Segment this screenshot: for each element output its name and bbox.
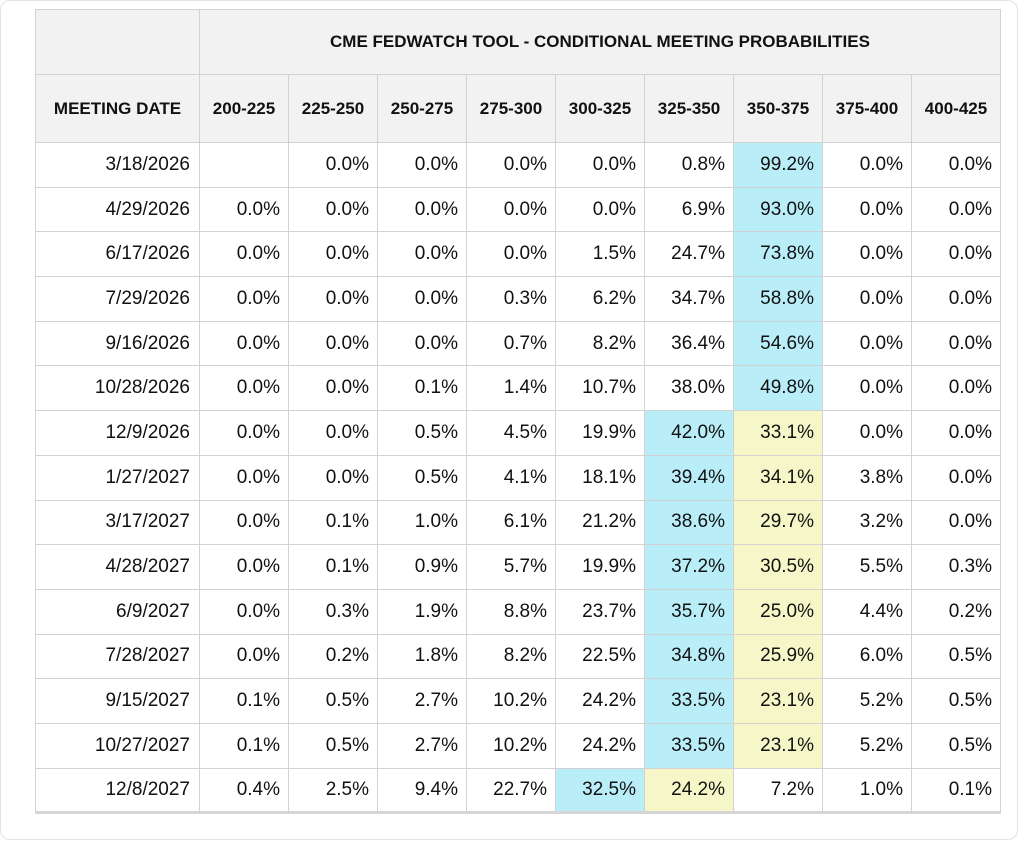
probability-table bbox=[35, 9, 1001, 814]
probability-cell: 0.9% bbox=[378, 545, 467, 590]
probability-cell: 1.0% bbox=[823, 768, 912, 813]
probability-cell: 0.0% bbox=[823, 366, 912, 411]
probability-cell: 37.2% bbox=[645, 545, 734, 590]
probability-cell: 0.5% bbox=[289, 679, 378, 724]
probability-cell: 6.9% bbox=[645, 187, 734, 232]
probability-cell: 0.0% bbox=[378, 143, 467, 188]
probability-cell: 33.5% bbox=[645, 679, 734, 724]
probability-cell: 8.8% bbox=[467, 589, 556, 634]
probability-cell: 4.4% bbox=[823, 589, 912, 634]
probability-cell: 0.5% bbox=[912, 723, 1001, 768]
meeting-date-cell: 9/15/2027 bbox=[36, 679, 200, 724]
probability-cell: 0.0% bbox=[912, 411, 1001, 456]
table-row bbox=[36, 277, 1001, 322]
probability-cell: 0.7% bbox=[467, 321, 556, 366]
table-title: CME FEDWATCH TOOL - CONDITIONAL MEETING PROBABILITIES bbox=[200, 10, 1001, 75]
probability-cell: 35.7% bbox=[645, 589, 734, 634]
probability-cell: 32.5% bbox=[556, 768, 645, 813]
rate-range-header: 250-275 bbox=[378, 75, 467, 143]
probability-cell: 0.1% bbox=[289, 545, 378, 590]
probability-cell: 0.3% bbox=[912, 545, 1001, 590]
probability-cell: 0.0% bbox=[289, 411, 378, 456]
probability-cell: 0.0% bbox=[378, 277, 467, 322]
probability-cell: 19.9% bbox=[556, 545, 645, 590]
meeting-date-cell: 3/18/2026 bbox=[36, 143, 200, 188]
probability-cell: 1.8% bbox=[378, 634, 467, 679]
probability-cell: 8.2% bbox=[556, 321, 645, 366]
probability-cell: 23.1% bbox=[734, 723, 823, 768]
probability-cell: 6.1% bbox=[467, 500, 556, 545]
probability-cell: 0.0% bbox=[200, 366, 289, 411]
table-row bbox=[36, 321, 1001, 366]
probability-cell: 0.2% bbox=[289, 634, 378, 679]
probability-cell: 0.0% bbox=[556, 187, 645, 232]
probability-cell: 0.0% bbox=[200, 232, 289, 277]
probability-cell: 0.0% bbox=[200, 545, 289, 590]
probability-cell: 22.7% bbox=[467, 768, 556, 813]
probability-cell: 5.2% bbox=[823, 679, 912, 724]
probability-cell: 5.2% bbox=[823, 723, 912, 768]
table-row bbox=[36, 589, 1001, 634]
probability-cell: 5.7% bbox=[467, 545, 556, 590]
probability-cell: 0.5% bbox=[378, 455, 467, 500]
meeting-date-cell: 6/17/2026 bbox=[36, 232, 200, 277]
table-row bbox=[36, 723, 1001, 768]
probability-cell: 34.8% bbox=[645, 634, 734, 679]
probability-cell: 8.2% bbox=[467, 634, 556, 679]
probability-cell: 4.5% bbox=[467, 411, 556, 456]
probability-cell: 0.0% bbox=[200, 589, 289, 634]
probability-cell: 7.2% bbox=[734, 768, 823, 813]
probability-cell: 0.0% bbox=[467, 232, 556, 277]
table-row bbox=[36, 545, 1001, 590]
probability-cell: 0.5% bbox=[289, 723, 378, 768]
probability-cell: 23.7% bbox=[556, 589, 645, 634]
probability-cell: 0.2% bbox=[912, 589, 1001, 634]
probability-cell: 25.9% bbox=[734, 634, 823, 679]
probability-cell: 6.2% bbox=[556, 277, 645, 322]
probability-cell: 0.0% bbox=[378, 321, 467, 366]
probability-cell: 5.5% bbox=[823, 545, 912, 590]
table-row bbox=[36, 768, 1001, 813]
probability-cell: 0.0% bbox=[823, 321, 912, 366]
rate-range-header: 325-350 bbox=[645, 75, 734, 143]
probability-cell: 1.0% bbox=[378, 500, 467, 545]
meeting-date-cell: 7/29/2026 bbox=[36, 277, 200, 322]
table-body bbox=[36, 143, 1001, 814]
probability-cell: 54.6% bbox=[734, 321, 823, 366]
probability-cell: 0.0% bbox=[556, 143, 645, 188]
probability-cell: 38.0% bbox=[645, 366, 734, 411]
probability-cell: 49.8% bbox=[734, 366, 823, 411]
probability-cell: 0.1% bbox=[378, 366, 467, 411]
probability-cell: 0.0% bbox=[823, 232, 912, 277]
probability-cell: 42.0% bbox=[645, 411, 734, 456]
probability-cell: 33.1% bbox=[734, 411, 823, 456]
probability-cell: 0.0% bbox=[289, 143, 378, 188]
probability-cell: 6.0% bbox=[823, 634, 912, 679]
probability-cell: 18.1% bbox=[556, 455, 645, 500]
probability-cell: 0.0% bbox=[200, 455, 289, 500]
probability-cell: 0.0% bbox=[823, 411, 912, 456]
probability-cell: 0.1% bbox=[289, 500, 378, 545]
probability-cell: 0.0% bbox=[912, 187, 1001, 232]
probability-cell: 0.0% bbox=[823, 277, 912, 322]
rate-range-header: 400-425 bbox=[912, 75, 1001, 143]
probability-cell: 10.2% bbox=[467, 679, 556, 724]
probability-cell: 0.0% bbox=[200, 321, 289, 366]
probability-cell: 33.5% bbox=[645, 723, 734, 768]
probability-cell: 93.0% bbox=[734, 187, 823, 232]
probability-cell: 0.5% bbox=[912, 679, 1001, 724]
meeting-date-cell: 1/27/2027 bbox=[36, 455, 200, 500]
probability-cell: 0.0% bbox=[200, 277, 289, 322]
table-row bbox=[36, 455, 1001, 500]
probability-cell: 0.0% bbox=[467, 143, 556, 188]
probability-cell: 0.3% bbox=[289, 589, 378, 634]
probability-cell: 22.5% bbox=[556, 634, 645, 679]
probability-cell: 10.2% bbox=[467, 723, 556, 768]
rate-range-header: 350-375 bbox=[734, 75, 823, 143]
probability-cell: 58.8% bbox=[734, 277, 823, 322]
probability-cell: 24.2% bbox=[645, 768, 734, 813]
probability-cell: 9.4% bbox=[378, 768, 467, 813]
probability-cell: 24.2% bbox=[556, 723, 645, 768]
meeting-date-cell: 4/28/2027 bbox=[36, 545, 200, 590]
rate-range-header: 200-225 bbox=[200, 75, 289, 143]
probability-cell: 3.2% bbox=[823, 500, 912, 545]
probability-cell: 39.4% bbox=[645, 455, 734, 500]
probability-cell: 25.0% bbox=[734, 589, 823, 634]
probability-cell: 0.1% bbox=[912, 768, 1001, 813]
probability-cell: 0.0% bbox=[289, 277, 378, 322]
rate-range-header: 275-300 bbox=[467, 75, 556, 143]
probability-cell: 34.1% bbox=[734, 455, 823, 500]
table-row bbox=[36, 187, 1001, 232]
probability-cell: 3.8% bbox=[823, 455, 912, 500]
probability-cell bbox=[200, 143, 289, 188]
probability-cell: 0.0% bbox=[912, 277, 1001, 322]
probability-cell: 2.7% bbox=[378, 679, 467, 724]
probability-cell: 0.5% bbox=[912, 634, 1001, 679]
probability-cell: 19.9% bbox=[556, 411, 645, 456]
probability-cell: 0.8% bbox=[645, 143, 734, 188]
probability-cell: 0.5% bbox=[378, 411, 467, 456]
probability-cell: 0.0% bbox=[378, 232, 467, 277]
probability-cell: 0.0% bbox=[289, 187, 378, 232]
rate-range-header: 300-325 bbox=[556, 75, 645, 143]
probability-cell: 24.7% bbox=[645, 232, 734, 277]
meeting-date-cell: 12/8/2027 bbox=[36, 768, 200, 813]
probability-cell: 4.1% bbox=[467, 455, 556, 500]
table-row bbox=[36, 232, 1001, 277]
probability-cell: 29.7% bbox=[734, 500, 823, 545]
probability-cell: 1.5% bbox=[556, 232, 645, 277]
probability-cell: 73.8% bbox=[734, 232, 823, 277]
meeting-date-cell: 6/9/2027 bbox=[36, 589, 200, 634]
meeting-date-cell: 4/29/2026 bbox=[36, 187, 200, 232]
probability-cell: 0.0% bbox=[912, 366, 1001, 411]
meeting-date-cell: 7/28/2027 bbox=[36, 634, 200, 679]
probability-cell: 24.2% bbox=[556, 679, 645, 724]
probability-cell: 0.0% bbox=[378, 187, 467, 232]
probability-cell: 1.4% bbox=[467, 366, 556, 411]
table-row bbox=[36, 679, 1001, 724]
probability-cell: 10.7% bbox=[556, 366, 645, 411]
table-row bbox=[36, 634, 1001, 679]
table-row bbox=[36, 143, 1001, 188]
table-row bbox=[36, 366, 1001, 411]
probability-cell: 0.0% bbox=[912, 455, 1001, 500]
probability-cell: 0.0% bbox=[912, 500, 1001, 545]
meeting-date-cell: 10/28/2026 bbox=[36, 366, 200, 411]
probability-cell: 36.4% bbox=[645, 321, 734, 366]
probability-cell: 0.0% bbox=[823, 143, 912, 188]
table-shadow bbox=[35, 811, 1001, 814]
probability-cell: 0.0% bbox=[200, 500, 289, 545]
probability-cell: 0.0% bbox=[200, 187, 289, 232]
rate-range-header: 375-400 bbox=[823, 75, 912, 143]
probability-cell: 0.4% bbox=[200, 768, 289, 813]
probability-cell: 0.0% bbox=[289, 321, 378, 366]
probability-cell: 0.1% bbox=[200, 679, 289, 724]
meeting-date-cell: 9/16/2026 bbox=[36, 321, 200, 366]
probability-cell: 30.5% bbox=[734, 545, 823, 590]
probability-cell: 0.0% bbox=[200, 634, 289, 679]
meeting-date-cell: 12/9/2026 bbox=[36, 411, 200, 456]
meeting-date-cell: 10/27/2027 bbox=[36, 723, 200, 768]
probability-cell: 0.0% bbox=[912, 321, 1001, 366]
probability-cell: 0.0% bbox=[912, 143, 1001, 188]
probability-cell: 1.9% bbox=[378, 589, 467, 634]
rate-range-header: 225-250 bbox=[289, 75, 378, 143]
probability-cell: 0.3% bbox=[467, 277, 556, 322]
probability-cell: 2.5% bbox=[289, 768, 378, 813]
probability-cell: 99.2% bbox=[734, 143, 823, 188]
probability-cell: 0.0% bbox=[289, 232, 378, 277]
probability-cell: 0.0% bbox=[823, 187, 912, 232]
table-row bbox=[36, 500, 1001, 545]
corner-cell bbox=[36, 10, 200, 75]
meeting-date-cell: 3/17/2027 bbox=[36, 500, 200, 545]
probability-cell: 2.7% bbox=[378, 723, 467, 768]
table-row bbox=[36, 411, 1001, 456]
probability-cell: 0.0% bbox=[289, 455, 378, 500]
probability-cell: 34.7% bbox=[645, 277, 734, 322]
probability-cell: 23.1% bbox=[734, 679, 823, 724]
probability-cell: 21.2% bbox=[556, 500, 645, 545]
probability-cell: 0.0% bbox=[912, 232, 1001, 277]
probability-cell: 0.0% bbox=[467, 187, 556, 232]
probability-cell: 0.0% bbox=[200, 411, 289, 456]
probability-cell: 0.1% bbox=[200, 723, 289, 768]
probability-cell: 0.0% bbox=[289, 366, 378, 411]
probability-cell: 38.6% bbox=[645, 500, 734, 545]
meeting-date-header: MEETING DATE bbox=[36, 75, 200, 143]
